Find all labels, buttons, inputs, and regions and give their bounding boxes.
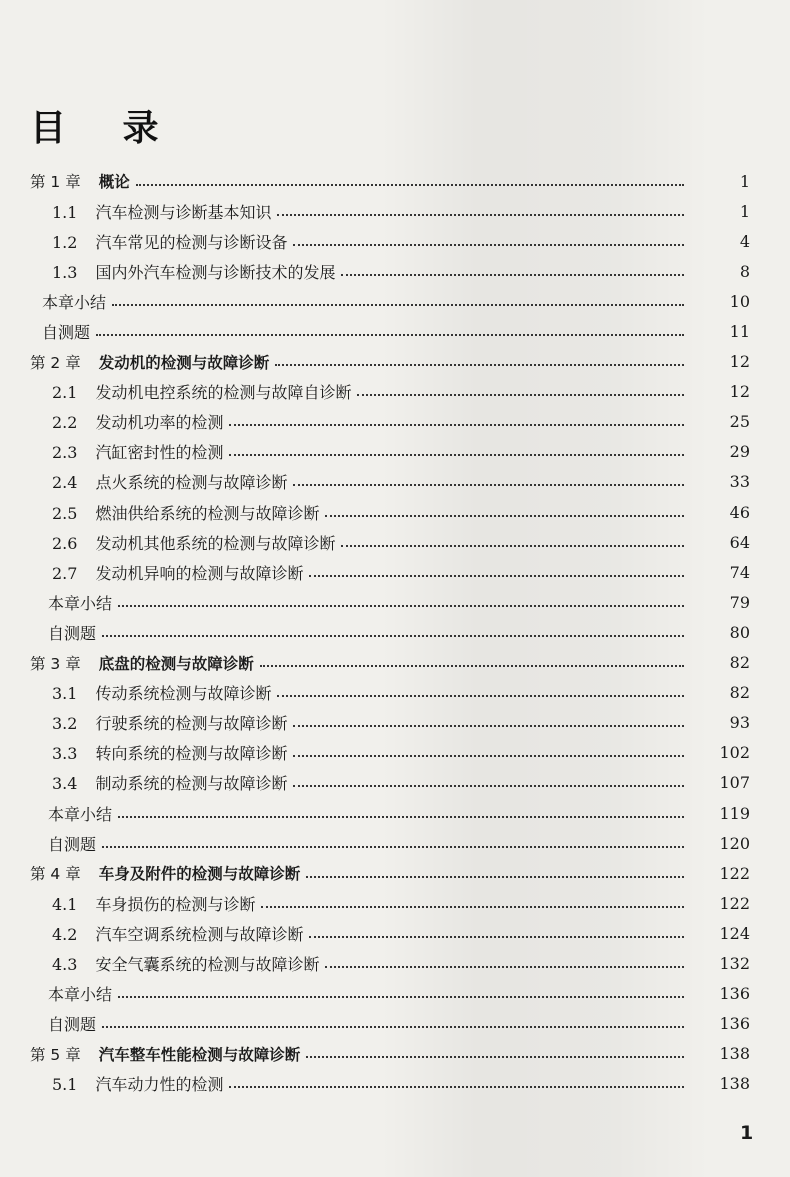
toc-entry-title: 自测题 <box>48 1015 97 1035</box>
toc-entry-label <box>48 621 96 644</box>
toc-entry-number: 2.3 <box>52 443 78 463</box>
toc-entry-label <box>52 260 335 283</box>
toc-entry[interactable] <box>0 678 790 708</box>
toc-entry-page: 93 <box>729 713 750 733</box>
toc-entry-page: 8 <box>739 261 750 281</box>
toc-entry[interactable] <box>0 256 790 286</box>
dot-leader <box>306 1055 684 1058</box>
toc-entry[interactable] <box>0 196 790 226</box>
toc-entry[interactable] <box>0 286 790 316</box>
toc-entry[interactable] <box>0 1009 790 1039</box>
toc-entry-label <box>52 952 319 975</box>
toc-entry-page: 136 <box>719 984 750 1004</box>
toc-entry-title: 本章小结 <box>48 804 113 824</box>
toc-entry[interactable] <box>0 798 790 828</box>
toc-entry-label <box>30 862 300 884</box>
toc-entry-label <box>42 320 90 343</box>
toc-entry-number: 1.1 <box>52 202 78 222</box>
toc-entry-title: 发动机功率的检测 <box>95 413 224 433</box>
toc-entry-number: 2.1 <box>52 383 78 403</box>
dot-leader <box>102 634 684 637</box>
toc-entry-number: 3.3 <box>52 744 78 764</box>
toc-entry-page: 11 <box>729 322 750 342</box>
toc-entry-number: 第 5 章 <box>30 1045 81 1064</box>
toc-entry-number: 4.2 <box>52 924 78 944</box>
toc-entry-title: 国内外汽车检测与诊断技术的发展 <box>95 262 336 282</box>
dot-leader <box>96 333 684 336</box>
toc-entry-label <box>52 531 335 554</box>
toc-entry[interactable] <box>0 1039 790 1069</box>
toc-entry-label <box>52 230 287 253</box>
toc-entry-page: 1 <box>739 201 750 221</box>
toc-entry-page: 138 <box>719 1044 750 1064</box>
toc-entry[interactable] <box>0 768 790 798</box>
toc-entry-label <box>52 892 255 915</box>
dot-leader <box>229 1085 684 1088</box>
toc-entry-title: 发动机的检测与故障诊断 <box>98 353 270 372</box>
page-title: 目 录 <box>30 108 181 149</box>
dot-leader <box>341 544 684 547</box>
toc-entry-label <box>30 170 130 192</box>
toc-entry-label <box>42 290 106 313</box>
toc-entry-page: 119 <box>719 803 750 823</box>
toc-entry-label <box>52 410 223 433</box>
dot-leader <box>325 514 684 517</box>
dot-leader <box>118 995 684 998</box>
toc-entry-page: 46 <box>729 502 750 522</box>
toc-entry-page: 107 <box>719 773 750 793</box>
toc-entry-page: 80 <box>729 622 750 642</box>
toc-entry-title: 发动机异响的检测与故障诊断 <box>95 563 304 583</box>
toc-entry[interactable] <box>0 979 790 1009</box>
toc-entry-page: 1 <box>739 171 750 191</box>
toc-entry-page: 10 <box>729 291 750 311</box>
toc-entry-label <box>52 922 303 945</box>
toc-entry-label <box>52 681 271 704</box>
toc-entry[interactable] <box>0 166 790 196</box>
dot-leader <box>309 935 684 938</box>
toc-entry-title: 车身及附件的检测与故障诊断 <box>98 865 301 884</box>
toc-entry[interactable] <box>0 437 790 467</box>
toc-entry-number: 5.1 <box>52 1075 78 1095</box>
dot-leader <box>293 724 684 727</box>
toc-entry-title: 汽车检测与诊断基本知识 <box>95 202 272 222</box>
toc-entry-title: 转向系统的检测与故障诊断 <box>95 744 288 764</box>
toc-entry-title: 车身损伤的检测与诊断 <box>95 894 256 914</box>
toc-entry-title: 底盘的检测与故障诊断 <box>98 654 254 673</box>
toc-entry[interactable] <box>0 347 790 377</box>
toc-entry[interactable] <box>0 316 790 346</box>
toc-entry-label <box>52 440 223 463</box>
toc-entry[interactable] <box>0 587 790 617</box>
toc-entry-number: 1.2 <box>52 232 78 252</box>
toc-entry-page: 29 <box>729 442 750 462</box>
dot-leader <box>229 453 684 456</box>
toc-entry-label <box>52 561 303 584</box>
toc-entry[interactable] <box>0 858 790 888</box>
toc-entry[interactable] <box>0 527 790 557</box>
toc-entry-label <box>30 351 269 373</box>
toc-entry-title: 自测题 <box>48 834 97 854</box>
toc-entry-title: 安全气囊系统的检测与故障诊断 <box>95 954 320 974</box>
toc-entry-title: 发动机其他系统的检测与故障诊断 <box>95 533 336 553</box>
toc-entry-page: 102 <box>719 743 750 763</box>
toc-entry-page: 12 <box>729 382 750 402</box>
toc-entry-page: 74 <box>729 562 750 582</box>
toc-entry-label <box>48 1012 96 1035</box>
dot-leader <box>112 303 684 306</box>
toc-entry-page: 82 <box>729 653 750 673</box>
dot-leader <box>118 815 684 818</box>
toc-entry-page: 4 <box>739 231 750 251</box>
dot-leader <box>293 754 684 757</box>
toc-entry[interactable] <box>0 377 790 407</box>
toc-entry-label <box>52 200 271 223</box>
dot-leader <box>293 784 684 787</box>
dot-leader <box>261 905 684 908</box>
dot-leader <box>325 965 684 968</box>
toc-entry-title: 传动系统检测与故障诊断 <box>95 684 272 704</box>
toc-entry-label <box>52 741 287 764</box>
dot-leader <box>357 393 684 396</box>
dot-leader <box>306 875 684 878</box>
toc-entry-page: 124 <box>719 923 750 943</box>
dot-leader <box>277 213 684 216</box>
toc-entry-number: 3.2 <box>52 714 78 734</box>
dot-leader <box>341 273 684 276</box>
toc-entry-title: 汽车空调系统检测与故障诊断 <box>95 924 304 944</box>
toc-entry-title: 燃油供给系统的检测与故障诊断 <box>95 503 320 523</box>
toc-entry-title: 汽车常见的检测与诊断设备 <box>95 232 288 252</box>
toc-entry[interactable] <box>0 918 790 948</box>
toc-entry-number: 第 4 章 <box>30 865 81 884</box>
table-of-contents <box>0 166 790 1099</box>
toc-entry-page: 82 <box>729 683 750 703</box>
toc-entry-title: 本章小结 <box>48 593 113 613</box>
toc-entry-label <box>30 652 254 674</box>
toc-entry-page: 120 <box>719 833 750 853</box>
toc-entry-number: 4.3 <box>52 954 78 974</box>
dot-leader <box>102 1025 684 1028</box>
dot-leader <box>118 604 684 607</box>
page-number: 1 <box>740 1122 754 1144</box>
toc-entry-title: 自测题 <box>42 323 91 343</box>
toc-entry-label <box>52 470 287 493</box>
toc-entry-title: 制动系统的检测与故障诊断 <box>95 774 288 794</box>
toc-entry-label <box>52 380 351 403</box>
toc-entry[interactable] <box>0 497 790 527</box>
toc-entry[interactable] <box>0 648 790 678</box>
toc-entry[interactable] <box>0 226 790 256</box>
toc-entry-page: 64 <box>729 532 750 552</box>
toc-entry-label <box>48 982 112 1005</box>
toc-entry-label <box>48 591 112 614</box>
dot-leader <box>102 845 684 848</box>
toc-entry-number: 2.4 <box>52 473 78 493</box>
toc-entry[interactable] <box>0 1069 790 1099</box>
toc-entry-label <box>30 1043 300 1065</box>
toc-entry-title: 点火系统的检测与故障诊断 <box>95 473 288 493</box>
dot-leader <box>309 574 684 577</box>
toc-entry-label <box>48 802 112 825</box>
toc-entry-title: 汽车动力性的检测 <box>95 1075 224 1095</box>
toc-entry-title: 概论 <box>98 173 130 192</box>
toc-entry-title: 自测题 <box>48 623 97 643</box>
toc-entry-label <box>52 501 319 524</box>
toc-entry-number: 2.5 <box>52 503 78 523</box>
toc-entry-number: 3.1 <box>52 684 78 704</box>
toc-entry-page: 12 <box>729 352 750 372</box>
toc-entry-label <box>52 711 287 734</box>
toc-entry[interactable] <box>0 617 790 647</box>
dot-leader <box>260 664 684 667</box>
dot-leader <box>277 694 684 697</box>
toc-entry[interactable] <box>0 828 790 858</box>
toc-entry-page: 136 <box>719 1014 750 1034</box>
toc-entry-page: 33 <box>729 472 750 492</box>
toc-entry[interactable] <box>0 708 790 738</box>
toc-entry[interactable] <box>0 467 790 497</box>
dot-leader <box>293 243 684 246</box>
toc-entry-title: 发动机电控系统的检测与故障自诊断 <box>95 383 352 403</box>
toc-entry-page: 138 <box>719 1074 750 1094</box>
toc-entry-number: 2.2 <box>52 413 78 433</box>
toc-entry-title: 汽车整车性能检测与故障诊断 <box>98 1045 301 1064</box>
toc-entry-number: 3.4 <box>52 774 78 794</box>
toc-entry-number: 2.7 <box>52 563 78 583</box>
toc-entry-label <box>48 832 96 855</box>
toc-entry-page: 25 <box>729 412 750 432</box>
toc-entry-number: 第 1 章 <box>30 173 81 192</box>
toc-entry-page: 79 <box>729 592 750 612</box>
toc-entry-number: 第 2 章 <box>30 353 81 372</box>
toc-entry-title: 本章小结 <box>48 985 113 1005</box>
toc-entry-title: 行驶系统的检测与故障诊断 <box>95 714 288 734</box>
toc-entry-number: 2.6 <box>52 533 78 553</box>
toc-entry-label <box>52 1072 223 1095</box>
toc-entry[interactable] <box>0 888 790 918</box>
dot-leader <box>293 483 684 486</box>
dot-leader <box>275 363 684 366</box>
toc-entry-number: 1.3 <box>52 262 78 282</box>
toc-entry[interactable] <box>0 738 790 768</box>
dot-leader <box>229 423 684 426</box>
toc-entry-page: 122 <box>719 893 750 913</box>
toc-entry[interactable] <box>0 557 790 587</box>
dot-leader <box>136 183 684 186</box>
toc-entry-number: 第 3 章 <box>30 654 81 673</box>
toc-entry-number: 4.1 <box>52 894 78 914</box>
toc-entry-label <box>52 771 287 794</box>
toc-entry[interactable] <box>0 948 790 978</box>
toc-entry-page: 122 <box>719 863 750 883</box>
toc-entry-title: 汽缸密封性的检测 <box>95 443 224 463</box>
toc-entry-title: 本章小结 <box>42 292 107 312</box>
toc-entry[interactable] <box>0 407 790 437</box>
toc-entry-page: 132 <box>719 953 750 973</box>
